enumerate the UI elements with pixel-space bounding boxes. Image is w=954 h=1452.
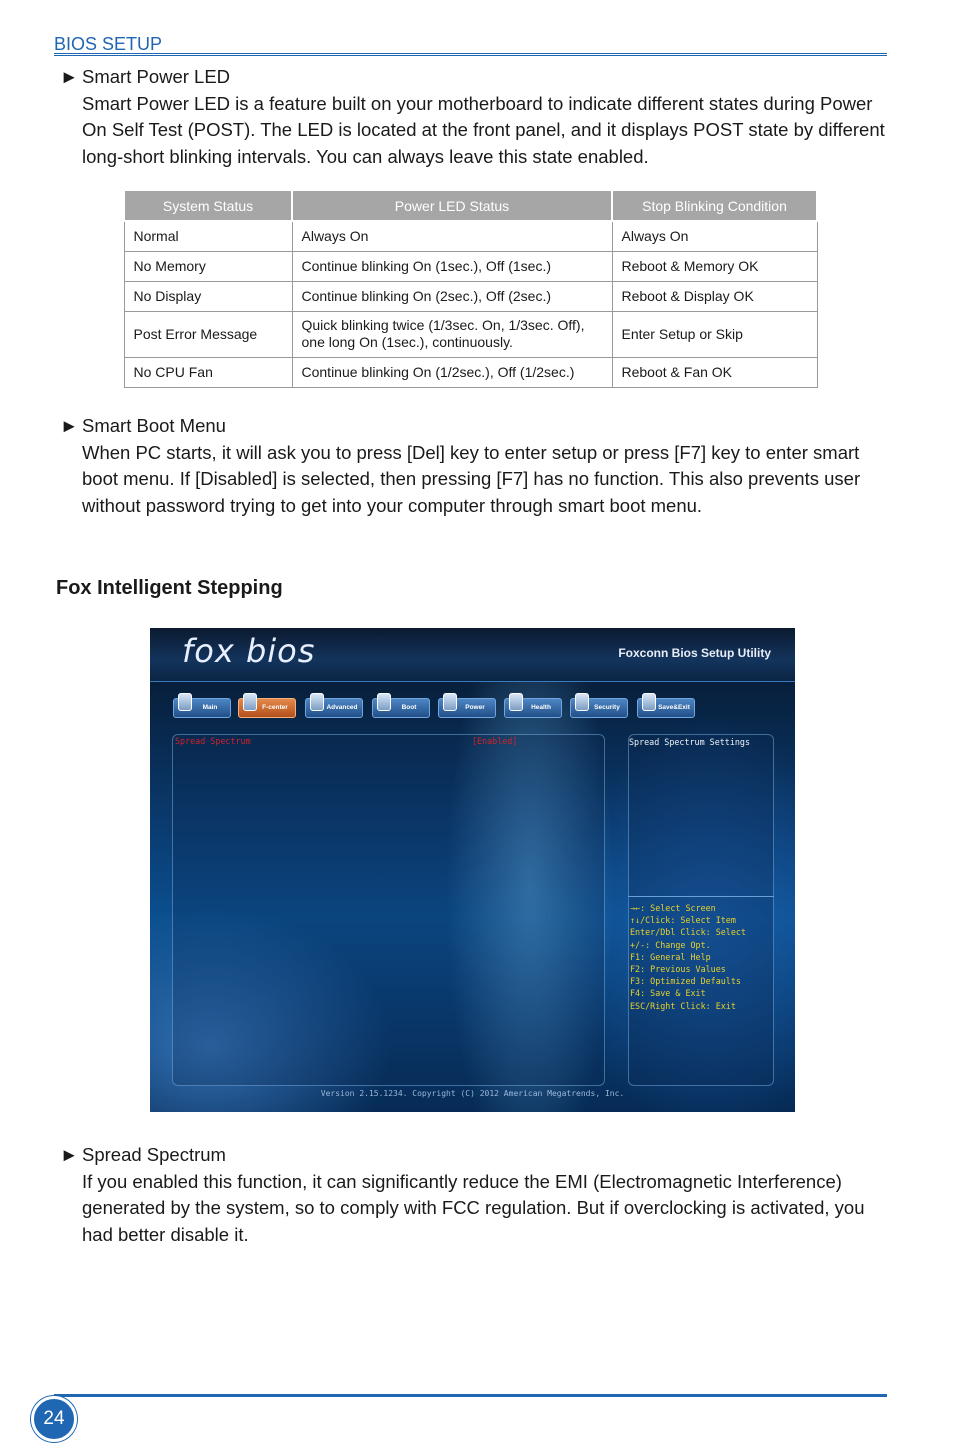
table-cell: Always On bbox=[292, 221, 612, 251]
spread-spectrum-option[interactable]: Spread Spectrum bbox=[175, 736, 251, 746]
thermometer-icon bbox=[509, 693, 523, 711]
table-cell: Continue blinking On (2sec.), Off (2sec.) bbox=[292, 281, 612, 311]
tab-power[interactable]: Power bbox=[438, 698, 496, 718]
section-body: When PC starts, it will ask you to press [Del] key to enter setup or press [F7] key to enter smart boot menu. If [Disabled] is selected, then pressing [F7] has no function. This also prevents user without password trying to get into your computer through smart boot menu. bbox=[82, 441, 861, 516]
bios-screenshot bbox=[150, 628, 795, 1112]
tab-boot[interactable]: Boot bbox=[372, 698, 430, 718]
key-legend-line: F3: Optimized Defaults bbox=[630, 976, 741, 987]
f-center-icon bbox=[243, 693, 257, 711]
led-status-table bbox=[123, 189, 818, 388]
key-legend-line: +/-: Change Opt. bbox=[630, 939, 711, 950]
help-divider bbox=[628, 896, 774, 897]
table-cell: Reboot & Memory OK bbox=[612, 251, 817, 281]
table-cell: No Memory bbox=[124, 251, 292, 281]
section-body: If you enabled this function, it can significantly reduce the EMI (Electromagnetic Interference) generated by the system, so to comply with FCC regulation. But if overclocking is activated, you had better disable it. bbox=[82, 1170, 865, 1245]
save-exit-icon bbox=[642, 693, 656, 711]
table-cell: Continue blinking On (1sec.), Off (1sec.) bbox=[292, 251, 612, 281]
section-title: Spread Spectrum bbox=[82, 1144, 226, 1165]
bios-settings-panel bbox=[172, 734, 605, 1086]
header-rule bbox=[54, 53, 887, 56]
tab-health[interactable]: Health bbox=[504, 698, 562, 718]
table-row bbox=[124, 251, 817, 281]
table-cell: Normal bbox=[124, 221, 292, 251]
table-cell: No CPU Fan bbox=[124, 357, 292, 387]
subheading: Fox Intelligent Stepping bbox=[56, 577, 283, 599]
power-icon bbox=[443, 693, 457, 711]
boot-icon bbox=[377, 693, 391, 711]
bios-version: Version 2.15.1234. Copyright (C) 2012 American Megatrends, Inc. bbox=[320, 1089, 625, 1098]
section-spread-spectrum bbox=[60, 1142, 890, 1248]
page-number: 24 bbox=[31, 1396, 77, 1442]
tab-advanced[interactable]: Advanced bbox=[305, 698, 363, 718]
table-cell: Continue blinking On (1/2sec.), Off (1/2sec.) bbox=[292, 357, 612, 387]
tab-save-exit[interactable]: Save&Exit bbox=[637, 698, 695, 718]
header-title: BIOS SETUP bbox=[54, 34, 163, 54]
table-row bbox=[124, 357, 817, 387]
table-cell: Always On bbox=[612, 221, 817, 251]
bullet-arrow-icon: ► bbox=[60, 415, 79, 436]
key-legend-line: ↑↓/Click: Select Item bbox=[630, 915, 736, 926]
table-cell: Enter Setup or Skip bbox=[612, 311, 817, 357]
key-legend-line: ESC/Right Click: Exit bbox=[630, 1000, 736, 1011]
table-row bbox=[124, 311, 817, 357]
bullet-arrow-icon: ► bbox=[60, 66, 79, 87]
table-cell: No Display bbox=[124, 281, 292, 311]
tab-security[interactable]: Security bbox=[570, 698, 628, 718]
section-smart-boot-menu bbox=[60, 413, 890, 519]
table-cell: Quick blinking twice (1/3sec. On, 1/3sec. Off), one long On (1sec.), continuously. bbox=[292, 311, 612, 357]
key-legend bbox=[630, 902, 746, 1012]
table-cell: Post Error Message bbox=[124, 311, 292, 357]
bullet-arrow-icon: ► bbox=[60, 1144, 79, 1165]
column-header: Power LED Status bbox=[292, 190, 612, 221]
table-row bbox=[124, 221, 817, 251]
spread-spectrum-value[interactable]: [Enabled] bbox=[472, 736, 518, 746]
section-smart-power-led bbox=[60, 64, 890, 170]
section-body: Smart Power LED is a feature built on your motherboard to indicate different states during Power On Self Test (POST). The LED is located at the front panel, and it displays POST state by different long-short blinking intervals. You can always leave this state enabled. bbox=[82, 92, 885, 167]
key-legend-line: F4: Save & Exit bbox=[630, 988, 706, 999]
bios-utility-title: Foxconn Bios Setup Utility bbox=[618, 646, 771, 660]
footer-rule bbox=[54, 1394, 887, 1397]
main-icon bbox=[178, 693, 192, 711]
table-header-row bbox=[124, 190, 817, 221]
tab-f-center[interactable]: F-center bbox=[238, 698, 296, 718]
section-title: Smart Boot Menu bbox=[82, 415, 226, 436]
table-cell: Reboot & Display OK bbox=[612, 281, 817, 311]
key-legend-line: F1: General Help bbox=[630, 951, 711, 962]
key-legend-line: →←: Select Screen bbox=[630, 903, 716, 913]
table-cell: Reboot & Fan OK bbox=[612, 357, 817, 387]
advanced-icon bbox=[310, 693, 324, 711]
security-icon bbox=[575, 693, 589, 711]
column-header: Stop Blinking Condition bbox=[612, 190, 817, 221]
key-legend-line: Enter/Dbl Click: Select bbox=[630, 927, 746, 938]
tab-main[interactable]: Main bbox=[173, 698, 231, 718]
help-title: Spread Spectrum Settings bbox=[629, 737, 751, 747]
table-row bbox=[124, 281, 817, 311]
fox-bios-logo: fox bios bbox=[182, 632, 316, 670]
column-header: System Status bbox=[124, 190, 292, 221]
section-title: Smart Power LED bbox=[82, 66, 231, 87]
bios-title-bar bbox=[150, 628, 795, 682]
key-legend-line: F2: Previous Values bbox=[630, 964, 726, 975]
